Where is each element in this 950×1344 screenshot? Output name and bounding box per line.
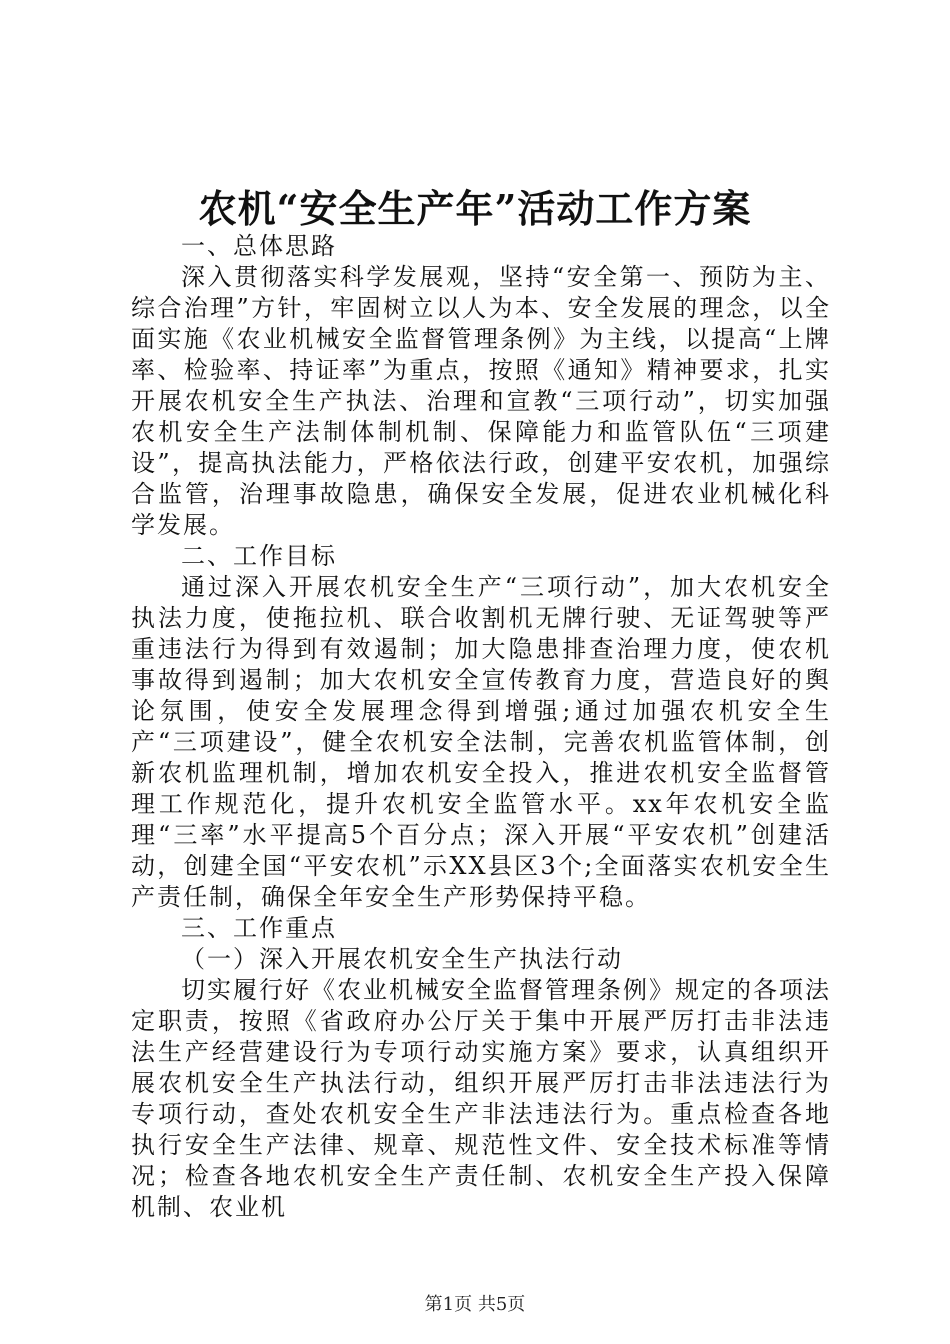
section-heading-goals: 二、工作目标 bbox=[181, 542, 337, 570]
subsection-heading-enforcement: （一）深入开展农机安全生产执法行动 bbox=[181, 945, 623, 973]
paragraph-enforcement: 切实履行好《农业机械安全监督管理条例》规定的各项法定职责，按照《省政府办公厅关于集中开展严厉打击非法违法生产经营建设行为专项行动实施方案》要求，认真组织开展农机安全生产执法行动，组织开展严厉打击非法违法行为专项行动，查处农机安全生产非法违法行为。重点检查各地执行安全生产法律、规章、规范性文件、安全技术标准等情况；检查各地农机安全生产责任制、农机安全生产投入保障机制、农业机 bbox=[131, 976, 831, 1221]
section-heading-overall: 一、总体思路 bbox=[181, 232, 337, 260]
section-heading-focus: 三、工作重点 bbox=[181, 914, 337, 942]
paragraph-overall: 深入贯彻落实科学发展观，坚持“安全第一、预防为主、综合治理”方针，牢固树立以人为本、安全发展的理念，以全面实施《农业机械安全监督管理条例》为主线，以提高“上牌率、检验率、持证率”为重点，按照《通知》精神要求，扎实开展农机安全生产执法、治理和宣教“三项行动”，切实加强农机安全生产法制体制机制、保障能力和监管队伍“三项建设”，提高执法能力，严格依法行政，创建平安农机，加强综合监管，治理事故隐患，确保安全发展，促进农业机械化科学发展。 bbox=[131, 263, 831, 539]
paragraph-goals: 通过深入开展农机安全生产“三项行动”，加大农机安全执法力度，使拖拉机、联合收割机无牌行驶、无证驾驶等严重违法行为得到有效遏制；加大隐患排查治理力度，使农机事故得到遏制；加大农机安全宣传教育力度，营造良好的舆论氛围，使安全发展理念得到增强;通过加强农机安全生产“三项建设”，健全农机安全法制，完善农机监管体制，创新农机监理机制，增加农机安全投入，推进农机安全监督管理工作规范化，提升农机安全监管水平。xx年农机安全监理“三率”水平提高5个百分点；深入开展“平安农机”创建活动，创建全国“平安农机”示XX县区3个;全面落实农机安全生产责任制，确保全年安全生产形势保持平稳。 bbox=[131, 573, 831, 911]
page-number-footer: 第1页 共5页 bbox=[424, 1294, 526, 1315]
document-title: 农机“安全生产年”活动工作方案 bbox=[198, 186, 752, 231]
document-body bbox=[131, 231, 831, 1223]
